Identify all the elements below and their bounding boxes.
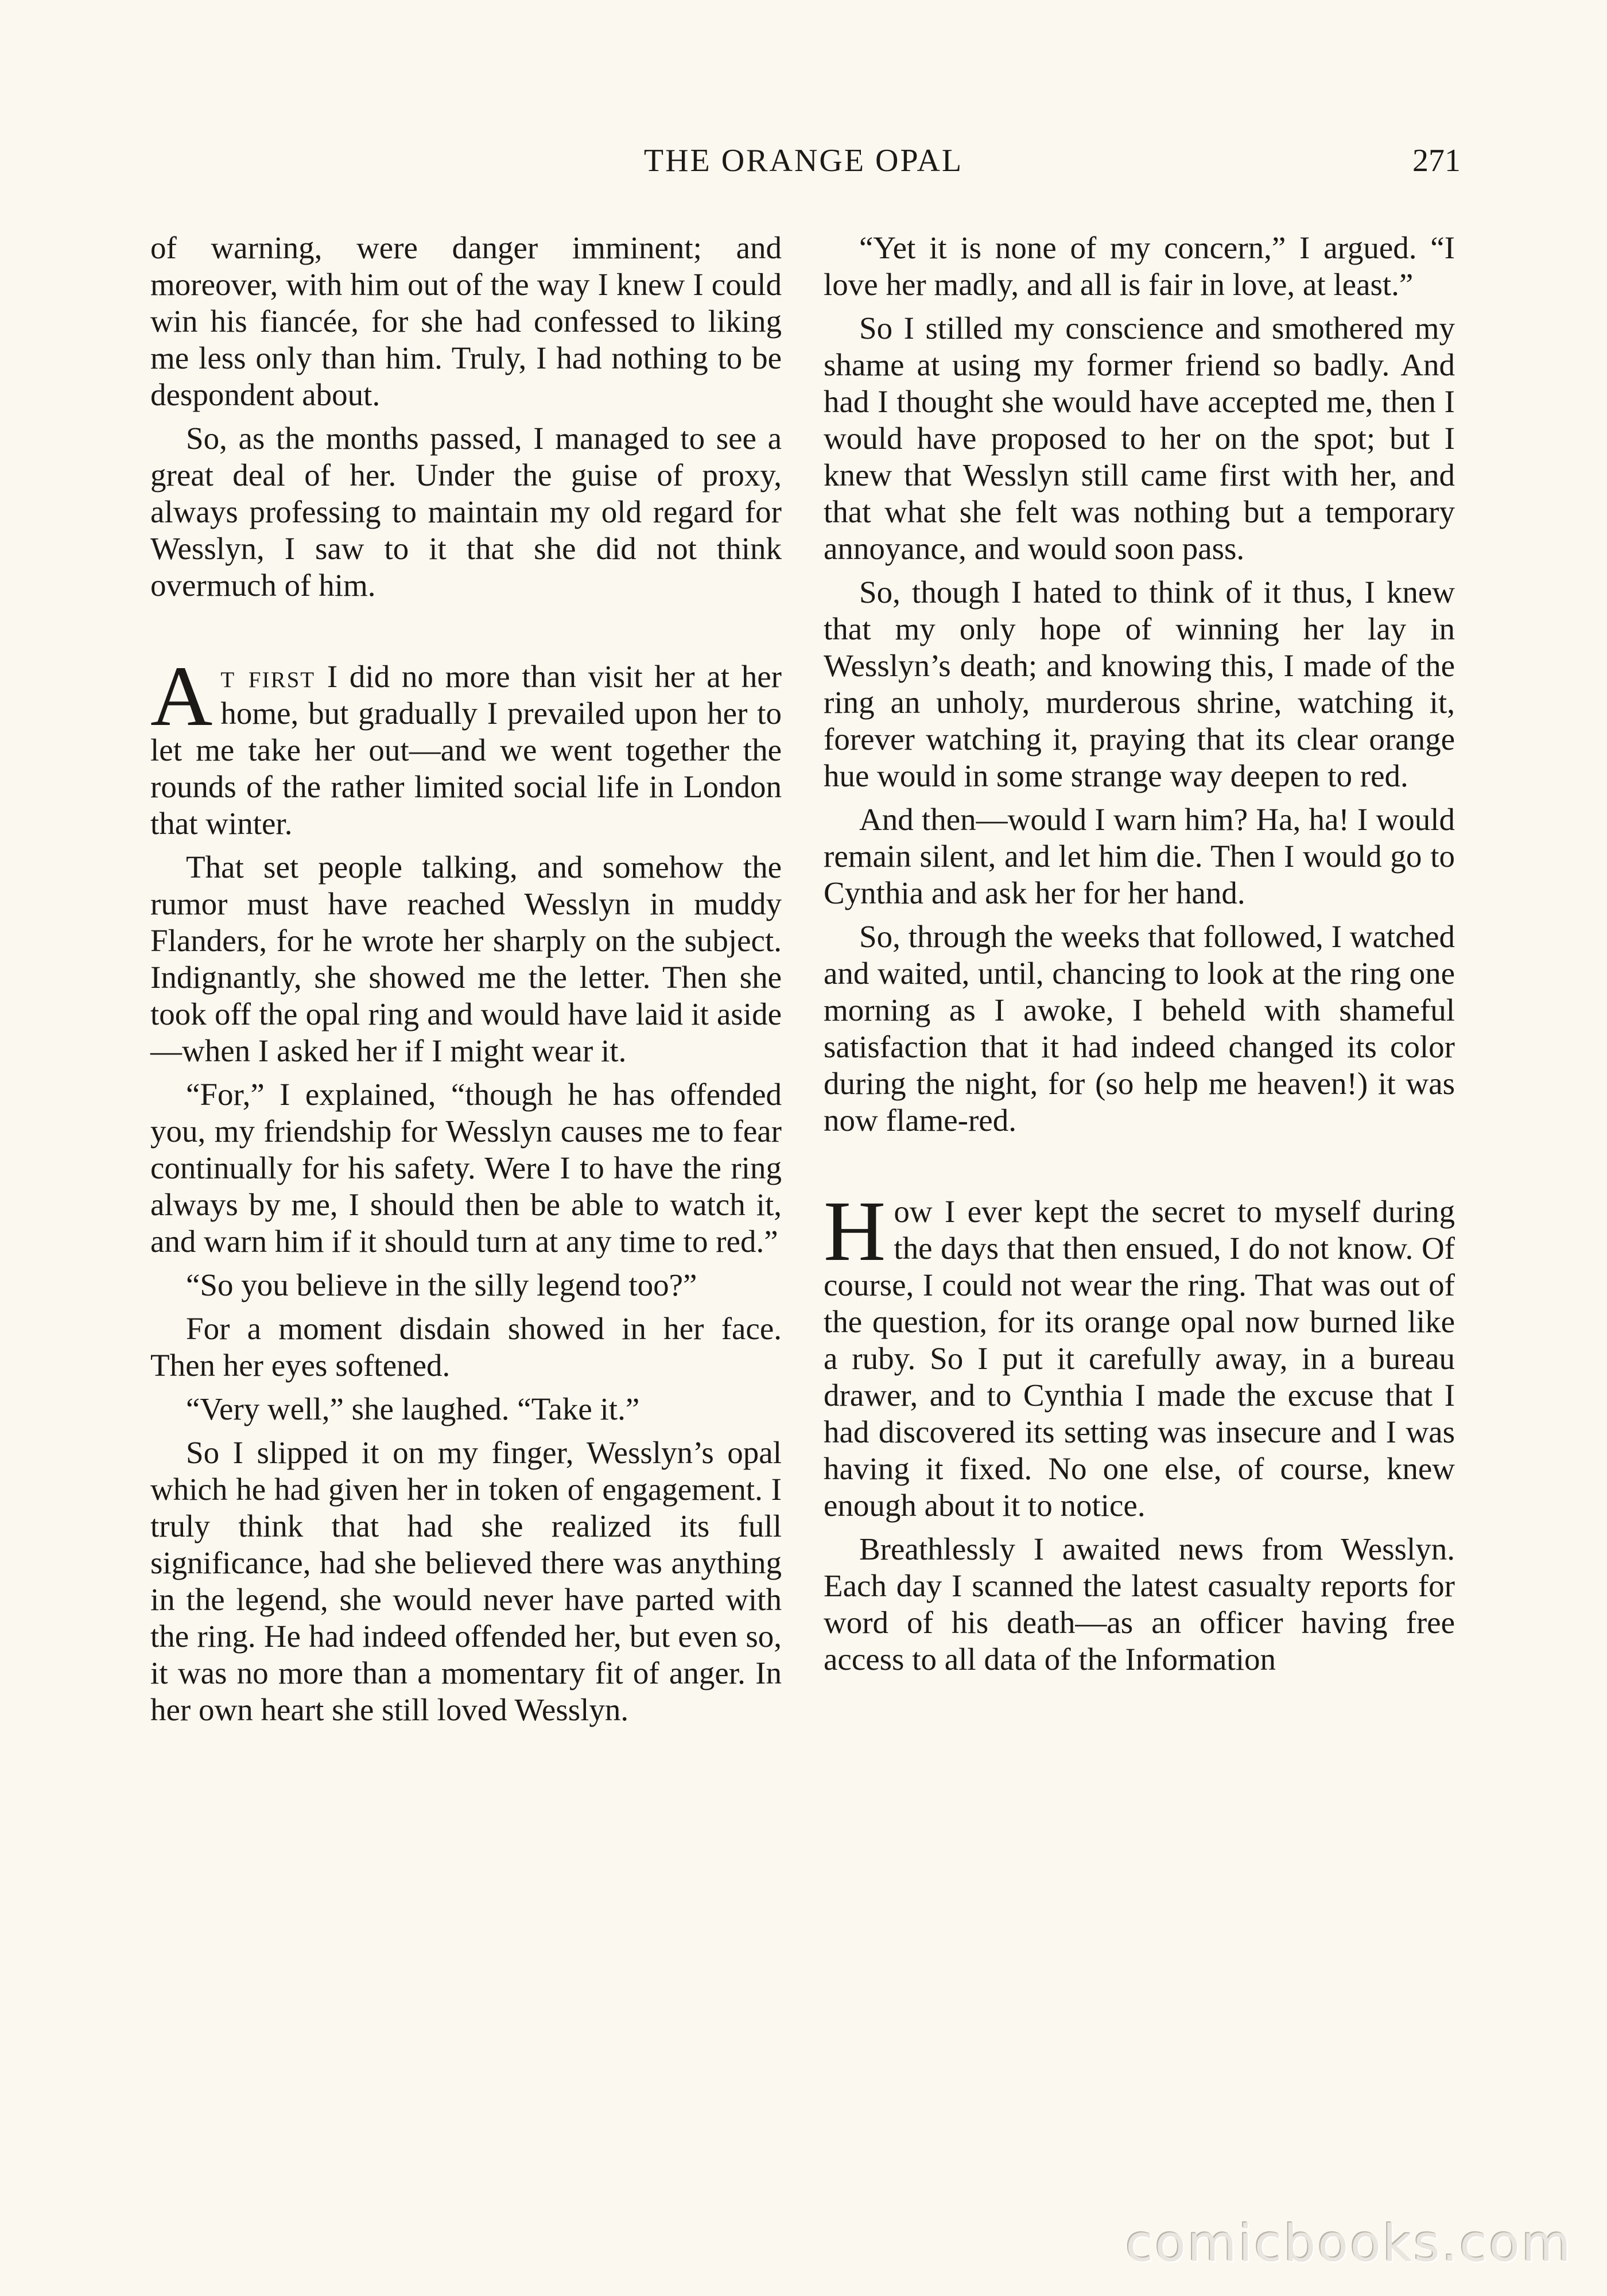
- paragraph-text: ow I ever kept the secret to myself during the days that then ensued, I do not know. Of course, I could not wear the ring. That was out of the question, for its orange opal now burned like a ruby. So I put it carefully away, in a bureau drawer, and to Cynthia I made the excuse that I had discovered its setting was insecure and I was having it fixed. No one else, of course, knew enough about it to notice.: [824, 1194, 1455, 1523]
- section-opening-paragraph: [150, 649, 782, 842]
- paragraph: And then—would I warn him? Ha, ha! I would remain silent, and let him die. Then I would go to Cynthia and ask her for her hand.: [824, 802, 1455, 910]
- right-column: [824, 230, 1455, 1685]
- paragraph: That set people talking, and somehow the rumor must have reached Wesslyn in muddy Flanders, for he wrote her sharply on the subject. Indignantly, she showed me the letter. Then she took off the opal ring and would have laid it aside—when I asked her if I might wear it.: [150, 850, 782, 1068]
- paragraph-text: I did no more than visit her at her home, but gradually I prevailed upon her to let me take her out—and we went together the rounds of the rather limited social life in London that winter.: [150, 659, 782, 841]
- section-opening-paragraph: [824, 1184, 1455, 1524]
- paragraph: “So you believe in the silly legend too?”: [186, 1267, 697, 1302]
- running-title: THE ORANGE OPAL: [643, 143, 964, 179]
- small-caps-lead: t first: [220, 659, 316, 694]
- paragraph: So, as the months passed, I managed to see a great deal of her. Under the guise of proxy, always professing to maintain my old regard for Wesslyn, I saw to it that she did not think overmuch of him.: [150, 421, 782, 603]
- watermark: comicbooks.com: [1125, 2214, 1573, 2273]
- drop-cap: H: [824, 1184, 886, 1279]
- paragraph: For a moment disdain showed in her face. Then her eyes softened.: [150, 1311, 782, 1383]
- paragraph: Breathlessly I awaited news from Wesslyn. Each day I scanned the latest casualty reports for word of his death—as an officer having free access to all data of the Information: [824, 1531, 1455, 1677]
- paragraph: So, though I hated to think of it thus, I knew that my only hope of winning her lay in Wesslyn’s death; and knowing this, I made of the ring an unholy, murderous shrine, watching it, forever watching it, praying that its clear orange hue would in some strange way deepen to red.: [824, 575, 1455, 793]
- page-header: [146, 142, 1461, 188]
- paragraph: of warning, were danger imminent; and moreover, with him out of the way I knew I could win his fiancée, for she had confessed to liking me less only than him. Truly, I had nothing to be despondent about.: [150, 230, 782, 412]
- paragraph: “For,” I explained, “though he has offended you, my friendship for Wesslyn causes me to fear continually for his safety. Were I to have the ring always by me, I should then be able to watch it, and warn him if it should turn at any time to red.”: [150, 1077, 782, 1259]
- drop-cap: A: [150, 649, 213, 744]
- paragraph: So I slipped it on my finger, Wesslyn’s opal which he had given her in token of engagement. I truly think that had she realized its full significance, had she believed there was anything in the legend, she would never have parted with the ring. He had indeed offended her, but even so, it was no more than a momentary fit of anger. In her own heart she still loved Wesslyn.: [150, 1435, 782, 1727]
- left-column: [150, 230, 782, 1735]
- paragraph: So I stilled my conscience and smothered my shame at using my former friend so badly. And had I thought she would have accepted me, then I would have proposed to her on the spot; but I knew that Wesslyn still came first with her, and that what she felt was nothing but a temporary annoyance, and would soon pass.: [824, 311, 1455, 566]
- paragraph: So, through the weeks that followed, I watched and waited, until, chancing to look at the ring one morning as I awoke, I beheld with shameful satisfaction that it had indeed changed its color during the night, for (so help me heaven!) it was now flame-red.: [824, 919, 1455, 1138]
- paragraph: “Very well,” she laughed. “Take it.”: [186, 1391, 640, 1426]
- paragraph: “Yet it is none of my concern,” I argued. “I love her madly, and all is fair in love, at least.”: [824, 230, 1455, 302]
- page-number: 271: [1412, 143, 1461, 179]
